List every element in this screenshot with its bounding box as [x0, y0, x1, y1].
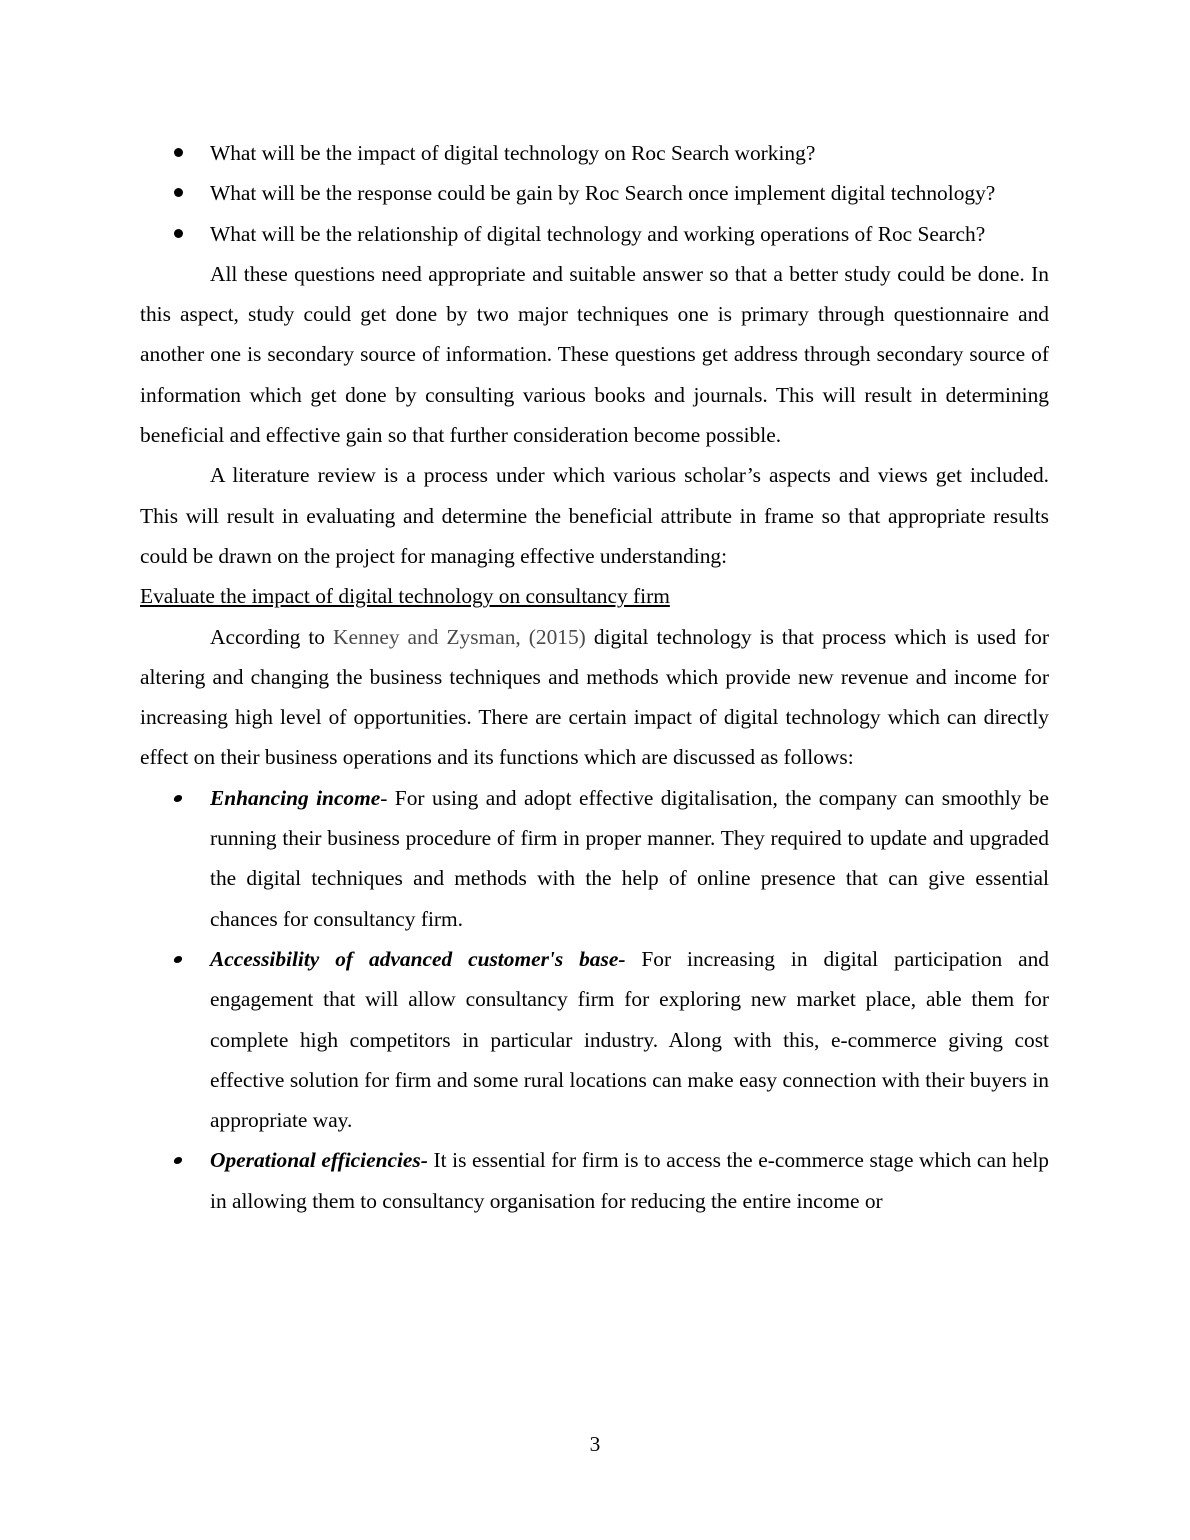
section-heading: Evaluate the impact of digital technology on consultancy firm: [140, 584, 670, 609]
page-number: 3: [589, 1432, 601, 1456]
impact-text: For increasing in digital participation and engagement that will allow consultancy firm for exploring new market place, able them for complete high competitors in particular industry. Along with this, e-commerce giving cost effective solution for firm and some rural locations can make easy connection with their buyers in appropriate way.: [210, 946, 1049, 1133]
bullet-icon: [174, 229, 183, 238]
page-body: [140, 133, 1049, 1221]
list-item: [140, 778, 1049, 939]
list-item: [140, 939, 1049, 1140]
bullet-icon: [174, 188, 183, 197]
question-text: What will be the response could be gain by Roc Search once implement digital technology?: [210, 181, 996, 206]
impact-term: Enhancing income: [210, 785, 381, 810]
list-item: [140, 214, 1049, 254]
research-questions-list: [140, 133, 1049, 254]
paragraph-rest: digital technology is that process which is used for altering and changing the business techniques and methods which provide new revenue and income for increasing high level of opportunities. There are certain impact of digital technology which can directly effect on their business operations and its functions which are discussed as follows:: [140, 624, 1049, 770]
bullet-icon: [173, 795, 183, 802]
impact-term: Operational efficiencies-: [210, 1148, 428, 1173]
list-item: [140, 133, 1049, 173]
impact-text: It is essential for firm is to access the e-commerce stage which can help in allowing them to consultancy organisation for reducing the entire income or: [210, 1148, 1050, 1213]
list-item: [140, 1140, 1049, 1221]
bullet-icon: [173, 1157, 183, 1164]
impact-term: Accessibility of advanced customer's base-: [210, 946, 626, 971]
list-item: [140, 173, 1049, 213]
question-text: What will be the relationship of digital technology and working operations of Roc Search?: [210, 221, 986, 246]
impact-text: - For using and adopt effective digitalisation, the company can smoothly be running their business procedure of firm in proper manner. They required to update and upgraded the digital techniques and methods with the help of online presence that can give essential chances for consultancy firm.: [210, 785, 1049, 931]
digital-technology-paragraph: [140, 617, 1049, 778]
bullet-icon: [174, 148, 183, 157]
impacts-list: [140, 778, 1049, 1221]
paragraph-lead: According to: [210, 624, 333, 649]
citation: Kenney and Zysman, (2015): [333, 624, 586, 649]
bullet-icon: [173, 956, 183, 963]
question-text: What will be the impact of digital technology on Roc Search working?: [210, 141, 816, 165]
questions-answer-paragraph: All these questions need appropriate and suitable answer so that a better study could be done. In this aspect, study could get done by two major techniques one is primary through questionnaire and another one is secondary source of information. These questions get address through secondary source of information which get done by consulting various books and journals. This will result in determining beneficial and effective gain so that further consideration become possible.: [140, 261, 1049, 448]
literature-review-paragraph: A literature review is a process under which various scholar’s aspects and views get included. This will result in evaluating and determine the beneficial attribute in frame so that appropriate results could be drawn on the project for managing effective understanding:: [140, 463, 1049, 568]
